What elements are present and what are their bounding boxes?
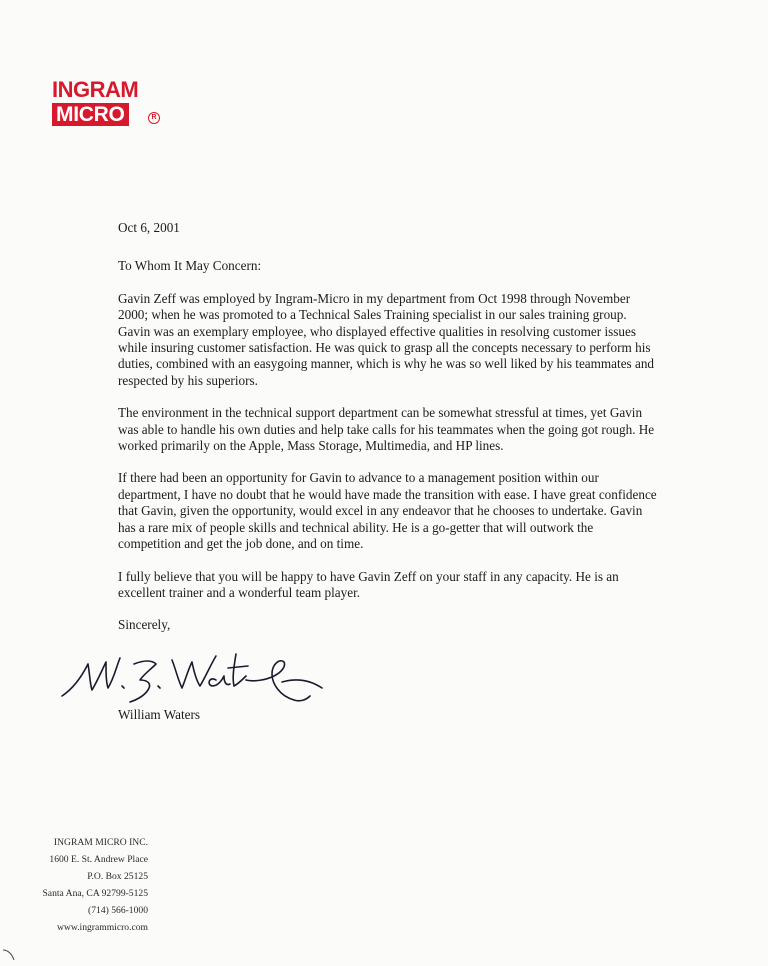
signer-name: William Waters <box>118 707 201 722</box>
letter-date: Oct 6, 2001 <box>118 220 180 235</box>
paragraph-2: The environment in the technical support department can be somewhat stressful at times, yet Gavin was able to handle his own duties and help take calls for his teammates when the going got rough. He worked primarily on the Apple, Mass Storage, Multimedia, and HP lines. <box>118 405 655 454</box>
paragraph-4: I fully believe that you will be happy to have Gavin Zeff on your staff in any capacity. He is an excellent trainer and a wonderful team player. <box>118 568 619 600</box>
ingram-micro-logo <box>52 79 162 126</box>
closing: Sincerely, <box>118 617 171 633</box>
address-phone: (714) 566-1000 <box>88 905 148 916</box>
paragraph-3: If there had been an opportunity for Gavin to advance to a management position within our department, I have no doubt that he would have made the transition with ease. I have great confidence that Gavin, given the opportunity, would excel in any endeavor that he chooses to undertake. Gavin has a rare mix of people skills and technical ability. He is a go-getter that will outwork the competition and get the job done, and on time. <box>118 470 657 552</box>
paragraph-1: Gavin Zeff was employed by Ingram-Micro in my department from Oct 1998 through November 2000; when he was promoted to a Technical Sales Training specialist in our sales training group. Gavin was an exemplary employee, who displayed effective qualities in resolving customer issues while insuring customer satisfaction. He was quick to grasp all the concepts necessary to perform his duties, combined with an easygoing manner, which is why he was so well liked by his teammates and respected by his superiors. <box>118 290 655 388</box>
handwritten-signature <box>60 640 330 706</box>
address-street: 1600 E. St. Andrew Place <box>49 854 148 865</box>
address-web: www.ingrammicro.com <box>56 922 148 933</box>
address-city: Santa Ana, CA 92799-5125 <box>42 888 148 899</box>
address-company: INGRAM MICRO INC. <box>53 837 148 848</box>
logo-line-ingram: INGRAM <box>52 77 139 102</box>
address-po-box: P.O. Box 25125 <box>87 871 148 882</box>
company-address <box>8 834 148 936</box>
letter-body <box>118 220 658 634</box>
scan-corner-mark <box>2 946 18 962</box>
registered-mark-icon: R <box>148 112 160 124</box>
salutation: To Whom It May Concern: <box>118 258 262 274</box>
logo-line-micro: MICRO <box>52 103 129 126</box>
